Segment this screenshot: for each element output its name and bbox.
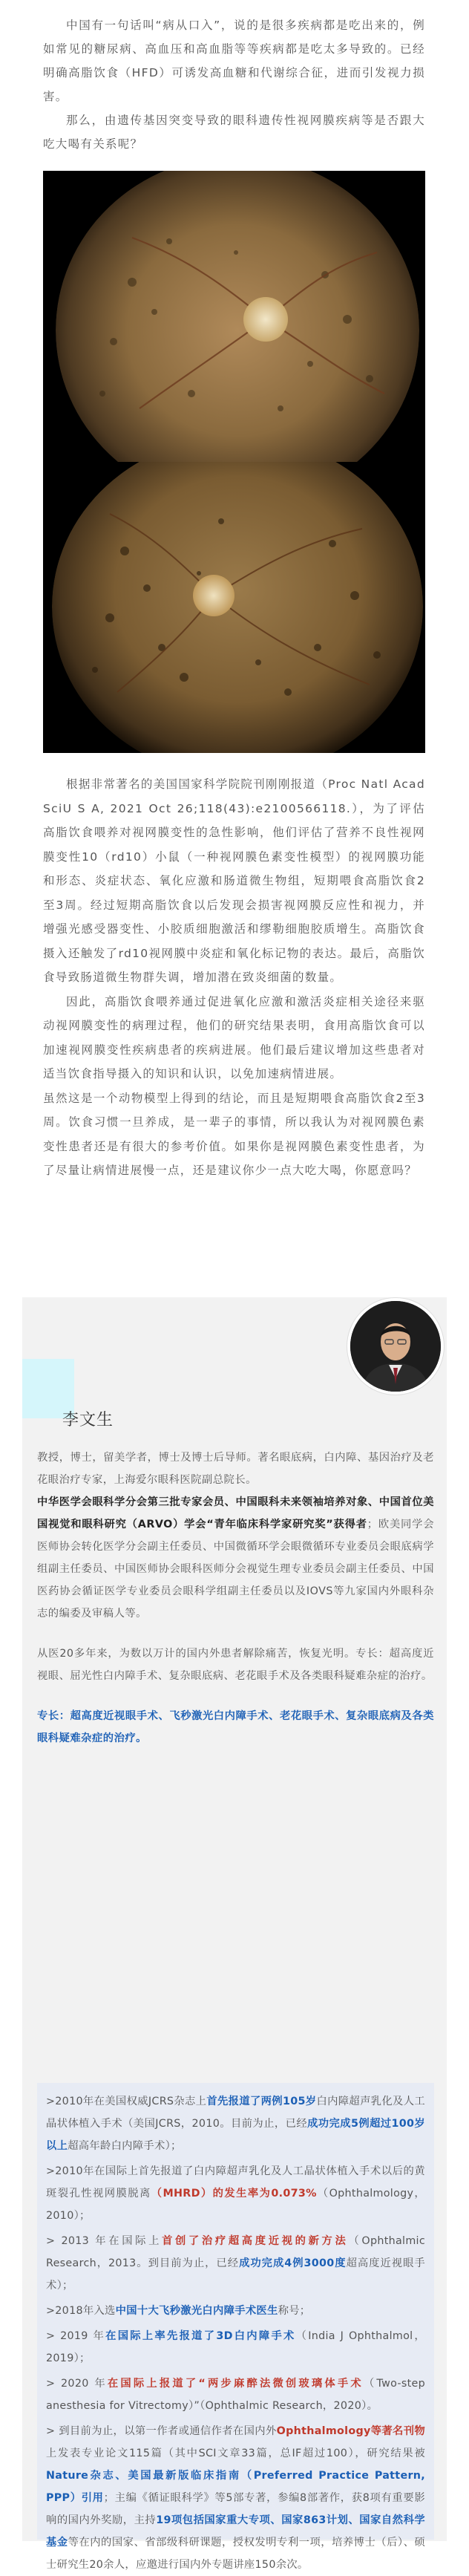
achievements-box [37, 2083, 434, 2571]
fundus-image-1 [43, 171, 425, 462]
fundus-photo-2 [43, 462, 425, 753]
intro-section [43, 13, 425, 156]
society-rest-text: ；欧美同学会医师协会转化医学分会副主任委员、中国微循环学会眼微循环专业委员会眼底病学组副主任委员、中国医师协会眼科医师分会视觉生理专业委员会副主任委员、中国医药协会循证医学专业委员会眼科学组副主任委员以及IOVS等九家国内外眼科杂志的编委及审稿人等。 [37, 1519, 434, 1620]
achievement-item: > 2020 年在国际上报道了“两步麻醉法微创玻璃体手术（Two-step anesthesia for Vitrectomy）”（Ophthalmic Research，2020）。 [46, 2378, 425, 2412]
article-body [43, 772, 425, 1183]
fundus-photo-1 [43, 171, 425, 462]
achievement-item: > 到目前为止，以第一作者或通信作者在国内外Ophthalmology等著名刊物上发表专业论文115篇（其中SCI文章33篇，总IF超过100），研究结果被Nature杂志、美国最新版临床指南（Preferred Practice Pattern, PPP）引用；主编《循证眼科学》等5部专著，参编8部著作，获8项有重要影响的国内外奖励，主持19项包括国家重大专项、国家863计划、国家自然科学基金等在内的国家、省部级科研课题，授权发明专利一项，培养博士（后）、硕士研究生20余人，应邀进行国内外专题讲座150余次。 [46, 2425, 426, 2571]
bio-text: 教授，博士，留美学者，博士及博士后导师。著名眼底病，白内障、基因治疗及老花眼治疗专家，上海爱尔眼科医院副总院长。 [37, 1452, 434, 1486]
intro-paragraph-1: 中国有一句话叫“病从口入”，说的是很多疾病都是吃出来的，例如常见的糖尿病、高血压和高血脂等等疾病都是吃太多导致的。已经明确高脂饮食（HFD）可诱发高血糖和代谢综合征，进而引发视力损害。 [43, 19, 425, 103]
achievement-item: > 2019 年在国际上率先报道了3D白内障手术（India J Ophthalmol，2019）； [46, 2330, 425, 2364]
doctor-name: 李文生 [62, 1411, 114, 1429]
intro-paragraph-2: 那么，由遗传基因突变导致的眼科遗传性视网膜疾病等是否跟大吃大喝有关系呢？ [43, 114, 425, 151]
society-bold-text: 中华医学会眼科学分会第三批专家会员、中国眼科未来领袖培养对象、中国首位美国视觉和眼科研究（ARVO）学会“青年临床科学家研究奖”获得者 [37, 1496, 434, 1530]
experience-text: 从医20多年来，为数以万计的国内外患者解除痛苦，恢复光明。专长：超高度近视眼、屈光性白内障手术、复杂眼底病、老花眼手术及各类眼科疑难杂症的治疗。 [37, 1648, 434, 1682]
avatar-portrait-icon [350, 1301, 441, 1392]
society-text [37, 1491, 434, 1625]
achievement-item: >2010年在美国权威JCRS杂志上首先报道了两例105岁白内障超声乳化及人工晶状体植入手术（美国JCRS，2010。目前为止，已经成功完成5例超过100岁以上超高年龄白内障手术）； [46, 2096, 425, 2152]
body-paragraph-3: 虽然这是一个动物模型上得到的结论，而且是短期喂食高脂饮食2至3周。饮食习惯一旦养成，是一辈子的事情，所以我认为对视网膜色素变性患者还是有很大的参考价值。如果你是视网膜色素变性患者，为了尽量让病情进展慢一点，还是建议你少一点大吃大喝，你愿意吗？ [43, 1091, 425, 1177]
fundus-image-2 [43, 462, 425, 753]
achievement-item: >2010年在国际上首先报道了白内障超声乳化及人工晶状体植入手术以后的黄斑裂孔性视网膜脱离（MHRD）的发生率为0.073%（Ophthalmology，2010）； [46, 2165, 425, 2222]
body-paragraph-2: 因此，高脂饮食喂养通过促进氧化应激和激活炎症相关途径来驱动视网膜变性的病理过程，他们的研究结果表明，食用高脂饮食可以加速视网膜变性疾病患者的疾病进展。他们最后建议增加这些患者对适当饮食指导摄入的知识和认识，以免加速病情进展。 [43, 994, 425, 1080]
achievement-item: >2018年入选中国十大飞秒激光白内障手术医生称号； [46, 2305, 311, 2317]
specialty-text: 专长：超高度近视眼手术、飞秒激光白内障手术、老花眼手术、复杂眼底病及各类眼科疑难杂症的治疗。 [37, 1710, 434, 1744]
body-paragraph-1: 根据非常著名的美国国家科学院院刊刚刚报道（Proc Natl Acad SciU S A, 2021 Oct 26;118(43):e2100566118.），为了评估高脂饮食喂养对视网膜变性的急性影响，他们评估了营养不良性视网膜变性10（rd10）小鼠（一种视网膜色素变性模型）的视网膜功能和形态、炎症状态、氧化应激和肠道微生物组，短期喂食高脂饮食2至3周。经过短期高脂饮食以后发现会损害视网膜反应性和视力，并增强光感受器变性、小胶质细胞激活和缪勒细胞胶质增生。高脂饮食摄入还触发了rd10视网膜中炎症和氧化标记物的表达。最后，高脂饮食导致肠道微生物群失调，增加潜在致炎细菌的数量。 [43, 777, 425, 984]
doctor-bio [37, 1447, 434, 1750]
doctor-avatar [347, 1298, 444, 1395]
achievement-item: > 2013 年在国际上首创了治疗超高度近视的新方法（Ophthalmic Research，2013。到目前为止，已经成功完成4例3000度超高度近视眼手术）； [46, 2235, 425, 2292]
